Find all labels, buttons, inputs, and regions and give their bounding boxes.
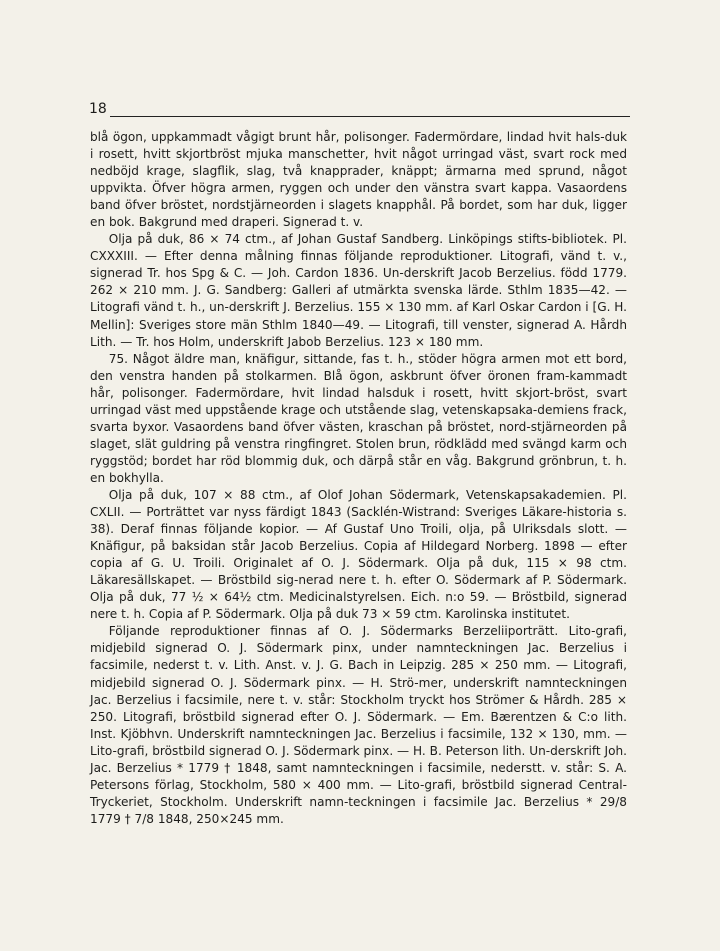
paragraph-sandberg-reproductions: Olja på duk, 86 × 74 ctm., af Johan Gustaf Sandberg. Linköpings stifts-bibliotek. Pl. CXXXIII. — Efter denna målning finnas följande reproduktioner. Litografi, vänd t. v., signerad Tr. hos Spg & C. — Joh. Cardon 1836. Un-derskrift Jacob Berzelius. född 1779. 262 × 210 mm. J. G. Sandberg: Galleri af utmärkta svenska lärde. Sthlm 1835—42. — Litografi vänd t. h., un-derskrift J. Berzelius. 155 × 130 mm. af Karl Oskar Cardon i [G. H. Mellin]: Sveriges store män Sthlm 1840—49. — Litografi, till venster, signerad A. Hårdh Lith. — Tr. hos Holm, underskrift Jabob Berzelius. 123 × 180 mm. [90,232,627,349]
paragraph-description: blå ögon, uppkammadt vågigt brunt hår, polisonger. Fadermördare, lindad hvit hals-duk i rosett, hvitt skjortbröst mjuka manschetter, hvit något urringad väst, svart rock med nedböjd krage, slagflik, slag, två knapprader, knäppt; ärmarna med sprund, något uppvikta. Öfver högra armen, ryggen och under den vänstra svart kappa. Vasaordens band öfver bröstet, nordstjärneorden i slagets knapphål. På bordet, som har duk, ligger en bok. Bakgrund med draperi. Signerad t. v. [90,130,627,230]
paragraph-sodermark-reproductions: Följande reproduktioner finnas af O. J. Södermarks Berzeliiporträtt. Lito-grafi, midjebild signerad O. J. Södermark pinx, under namnteckningen Jac. Berzelius i facsimile, nederst t. v. Lith. Anst. v. J. G. Bach in Leipzig. 285 × 250 mm. — Litografi, midjebild signerad O. J. Södermark pinx. — H. Strö-mer, underskrift namnteckningen Jac. Berzelius i facsimile, nere t. v. står: Stockholm tryckt hos Strömer & Hårdh. 285 × 250. Litografi, bröstbild signerad efter O. J. Södermark. — Em. Bærentzen & C:o lith. Inst. Kjöbhvn. Underskrift namnteckningen Jac. Berzelius i facsimile, 132 × 130, mm. — Lito-grafi, bröstbild signerad O. J. Södermark pinx. — H. B. Peterson lith. Un-derskrift Joh. Jac. Berzelius * 1779 † 1848, samt namnteckningen i facsimile, nederstt. v. står: S. A. Petersons förlag, Stockholm, 580 × 400 mm. — Lito-grafi, bröstbild signerad Central-Tryckeriet, Stockholm. Underskrift namn-teckningen i facsimile Jac. Berzelius * 29/8 1779 † 7/8 1848, 250×245 mm. [90,624,627,826]
header-rule [110,116,630,117]
paragraph-entry-75: 75. Något äldre man, knäfigur, sittande, fas t. h., stöder högra armen mot ett bord, den venstra handen på stolkarmen. Blå ögon, askbrunt öfver öronen fram-kammadt hår, polisonger. Fadermördare, hvit lindad halsduk i rosett, hvitt skjort-bröst, svart urringad väst med uppstående krage och utstående slag, vetenskapsaka-demiens frack, svarta byxor. Vasaordens band öfver västen, kraschan på bröstet, nord-stjärneorden på slaget, slät guldring på venstra ringfingret. Stolen brun, rödklädd med svängd karm och ryggstöd; bordet har röd blommig duk, och därpå står en våg. Bakgrund grönbrun, t. h. en bokhylla. [90,351,627,485]
body-text [90,129,627,828]
page-number: 18 [89,101,107,117]
paragraph-sodermark-copies: Olja på duk, 107 × 88 ctm., af Olof Johan Södermark, Vetenskapsakademien. Pl. CXLII. — Porträttet var nyss färdigt 1843 (Sacklén-Wistrand: Sveriges Läkare-historia s. 38). Deraf finnas följande kopior. — Af Gustaf Uno Troili, olja, på Ulriksdals slott. — Knäfigur, på baksidan står Jacob Berzelius. Copia af Hildegard Norberg. 1898 — efter copia af G. U. Troili. Originalet af O. J. Södermark. Olja på duk, 115 × 98 ctm. Läkaresällskapet. — Bröstbild sig-nerad nere t. h. efter O. Södermark af P. Södermark. Olja på duk, 77 ½ × 64½ ctm. Medicinalstyrelsen. Eich. n:o 59. — Bröstbild, signerad nere t. h. Copia af P. Södermark. Olja på duk 73 × 59 ctm. Karolinska institutet. [90,487,627,622]
